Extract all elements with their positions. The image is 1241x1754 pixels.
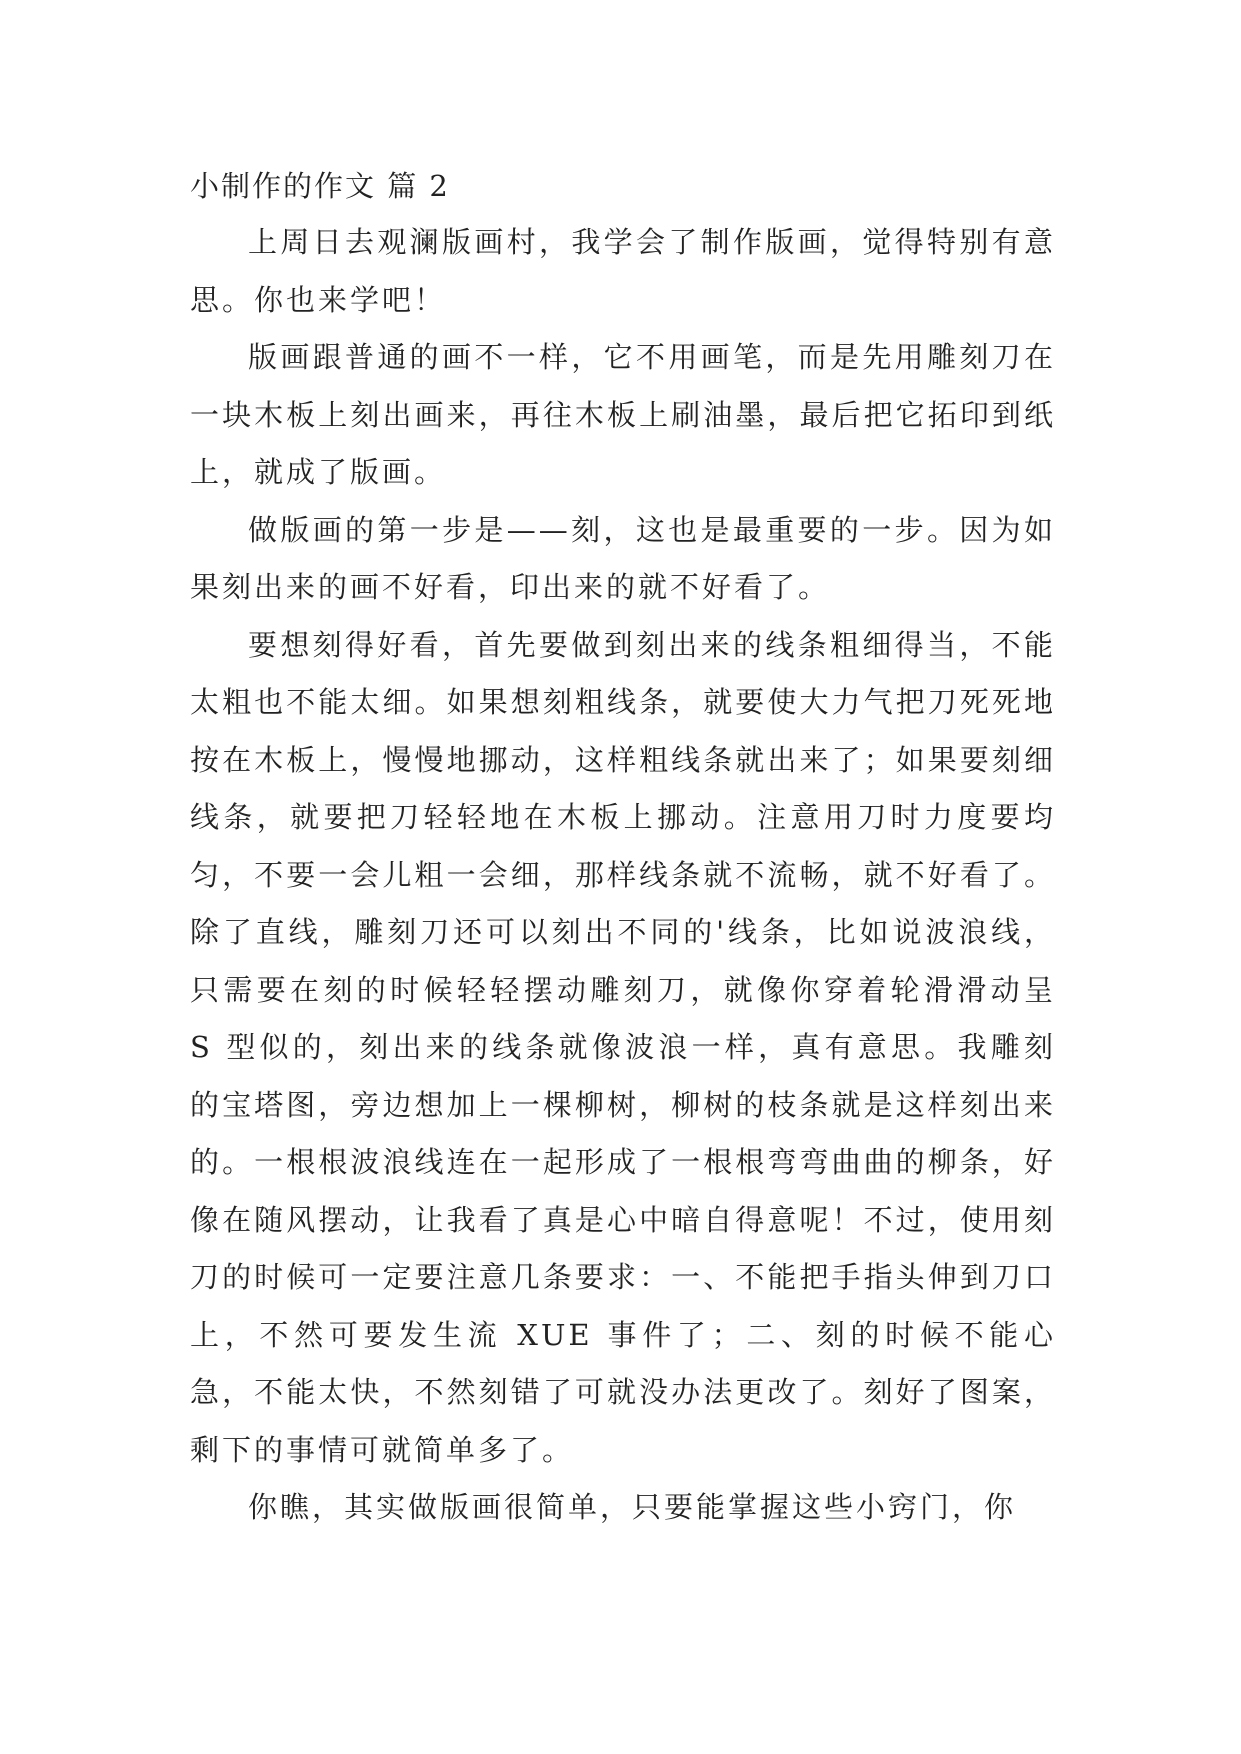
document-title: 小制作的作文 篇 2: [190, 169, 450, 203]
paragraph-2: 版画跟普通的画不一样，它不用画笔，而是先用雕刻刀在一块木板上刻出画来，再往木板上刷油墨，最后把它拓印到纸上，就成了版画。: [190, 340, 1056, 489]
document-body: [190, 158, 1056, 1537]
paragraph-5: 你瞧，其实做版画很简单，只要能掌握这些小窍门，你: [248, 1490, 1017, 1524]
paragraph-1: 上周日去观澜版画村，我学会了制作版画，觉得特别有意思。你也来学吧！: [190, 225, 1056, 317]
paragraph-3: 做版画的第一步是——刻，这也是最重要的一步。因为如果刻出来的画不好看，印出来的就不好看了。: [190, 512, 1056, 604]
paragraph-4: 要想刻得好看，首先要做到刻出来的线条粗细得当，不能太粗也不能太细。如果想刻粗线条，就要使大力气把刀死死地按在木板上，慢慢地挪动，这样粗线条就出来了；如果要刻细线条，就要把刀轻轻地在木板上挪动。注意用刀时力度要均匀，不要一会儿粗一会细，那样线条就不流畅，就不好看了。除了直线，雕刻刀还可以刻出不同的'线条，比如说波浪线，只需要在刻的时候轻轻摆动雕刻刀，就像你穿着轮滑滑动呈 S 型似的，刻出来的线条就像波浪一样，真有意思。我雕刻的宝塔图，旁边想加上一棵柳树，柳树的枝条就是这样刻出来的。一根根波浪线连在一起形成了一根根弯弯曲曲的柳条，好像在随风摆动，让我看了真是心中暗自得意呢！不过，使用刻刀的时候可一定要注意几条要求：一、不能把手指头伸到刀口上，不然可要发生流 XUE 事件了；二、刻的时候不能心急，不能太快，不然刻错了可就没办法更改了。刻好了图案，剩下的事情可就简单多了。: [190, 627, 1056, 1467]
